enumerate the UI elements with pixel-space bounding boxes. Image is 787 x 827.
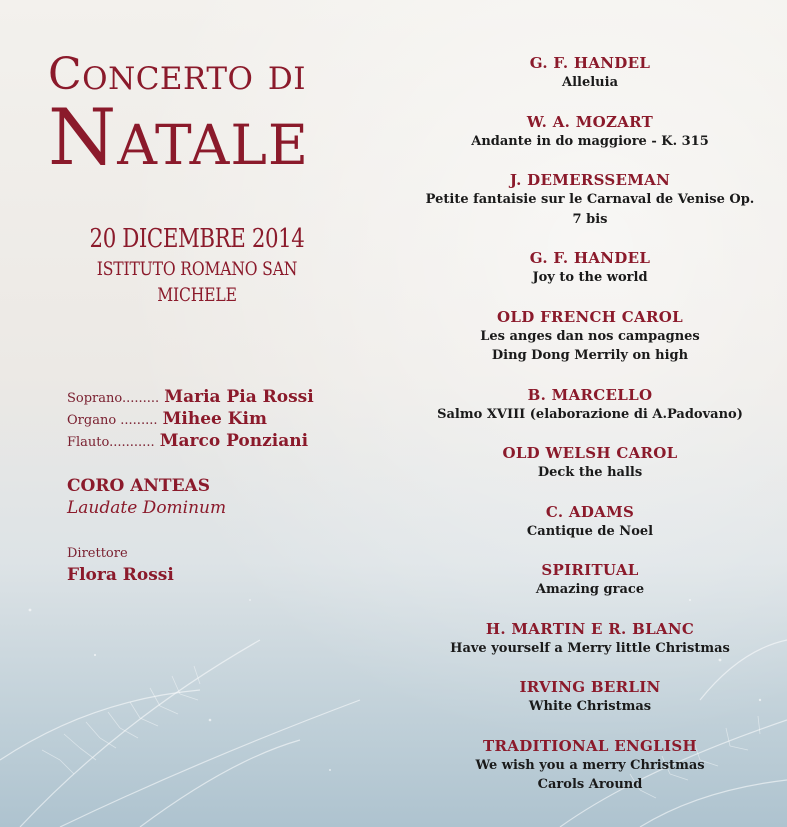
composer-name: J. DEMERSSEMAN — [509, 171, 671, 189]
performer-role: Soprano......... — [67, 391, 160, 406]
work-title: Joy to the world — [532, 270, 648, 285]
work-title: We wish you a merry Christmas — [475, 757, 705, 773]
work-title: Amazing grace — [535, 582, 645, 597]
performer-role: Organo ......... — [67, 413, 158, 428]
work-title: Deck the halls — [537, 465, 643, 480]
work-title: Alleluia — [562, 75, 618, 90]
work-title: Salmo XVIII (elaborazione di A.Padovano) — [437, 406, 743, 422]
program-item — [420, 249, 760, 288]
composer-name: W. A. MOZART — [526, 112, 654, 131]
performer-row — [67, 386, 314, 408]
concert-title — [48, 49, 358, 183]
program-item — [420, 444, 760, 483]
performer-role: Flauto........... — [67, 435, 155, 450]
event-info — [38, 222, 356, 308]
program-list — [420, 54, 760, 815]
program-item — [420, 171, 760, 229]
title-line-1: Concerto di — [48, 49, 307, 100]
program-item — [420, 737, 760, 795]
work-title: Andante in do maggiore - K. 315 — [471, 133, 709, 149]
choir-name: CORO ANTEAS — [67, 476, 210, 496]
program-item — [420, 620, 760, 659]
composer-name: C. ADAMS — [545, 502, 635, 521]
program-item — [420, 503, 760, 542]
choir-subtitle: Laudate Dominum — [67, 498, 227, 518]
composer-name: G. F. HANDEL — [529, 249, 651, 267]
title-line-2: Natale — [48, 93, 310, 183]
work-title: White Christmas — [528, 699, 652, 714]
director-name: Flora Rossi — [67, 565, 174, 585]
work-title: Cantique de Noel — [526, 523, 654, 539]
program-item — [420, 561, 760, 600]
composer-name: OLD FRENCH CAROL — [497, 307, 683, 326]
program-item — [420, 386, 760, 425]
composer-name: IRVING BERLIN — [519, 678, 661, 696]
work-title: Ding Dong Merrily on high — [491, 348, 689, 363]
performer-name: Mihee Kim — [162, 409, 267, 429]
program-item — [420, 113, 760, 152]
work-title: Les anges dan nos campagnes — [480, 328, 700, 344]
work-title: Have yourself a Merry little Christmas — [450, 640, 730, 656]
work-title: Carols Around — [537, 777, 643, 792]
performer-row — [67, 408, 314, 430]
performer-name: Maria Pia Rossi — [164, 387, 314, 407]
choir-block — [67, 475, 226, 519]
composer-name: OLD WELSH CAROL — [502, 444, 678, 462]
event-venue: ISTITUTO ROMANO SAN MICHELE — [96, 258, 298, 306]
program-item — [420, 308, 760, 366]
director-label: Direttore — [67, 546, 128, 561]
performers-list — [67, 386, 314, 452]
program-item — [420, 678, 760, 717]
composer-name: G. F. HANDEL — [529, 54, 651, 72]
performer-row — [67, 430, 314, 452]
work-title: Petite fantaisie sur le Carnaval de Venise Op. 7 bis — [425, 192, 755, 227]
director-block — [67, 544, 174, 586]
composer-name: TRADITIONAL ENGLISH — [483, 736, 697, 755]
composer-name: SPIRITUAL — [541, 561, 639, 579]
event-date: 20 DICEMBRE 2014 — [89, 224, 305, 254]
program-item — [420, 54, 760, 93]
composer-name: H. MARTIN E R. BLANC — [485, 619, 695, 638]
performer-name: Marco Ponziani — [159, 431, 309, 451]
composer-name: B. MARCELLO — [527, 385, 653, 404]
